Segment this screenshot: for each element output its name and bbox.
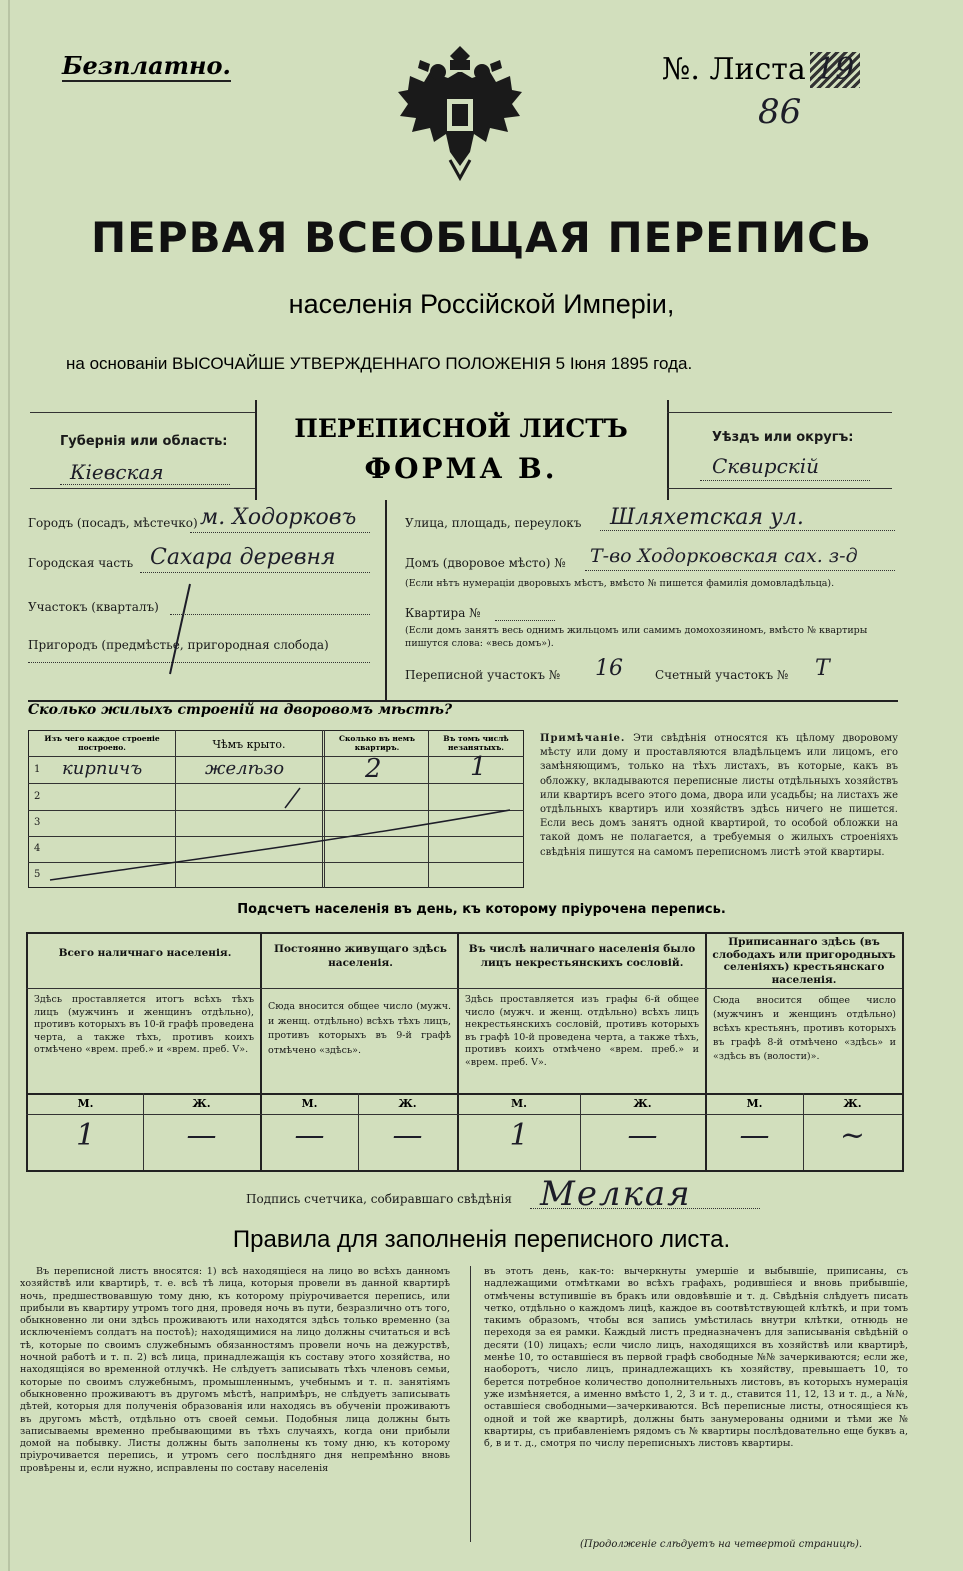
population-col4-m-value: — [739,1118,770,1153]
gubernia-value: Кіевская [70,460,164,484]
subtitle: населенія Россійской Имперіи, [288,289,675,319]
sheet-number-crossed: 19 [810,52,860,88]
pen-slash-mark [150,580,200,680]
uezd-value: Сквирскій [712,454,819,478]
population-col4-m-label: М. [746,1097,763,1110]
sheet-number-label: №. Листа [662,52,806,87]
population-col1-f-label: Ж. [192,1097,211,1110]
count-area-value: Т [815,656,830,681]
buildings-header-apartments: Сколько въ немъ квартиръ. [339,734,415,752]
signature-value: Мелкая [540,1174,692,1214]
population-col2-f-label: Ж. [398,1097,417,1110]
house-label: Домъ (дворовое мѣсто) № [405,556,566,570]
population-col2-m-value: — [294,1118,325,1153]
population-col2-title: Постоянно живущаго здѣсь населенія. [274,943,447,969]
house-value: Т-во Ходорковская сах. з-д [590,545,858,567]
note-lead: Примѣчаніе. [540,733,626,744]
buildings-header-material: Изъ чего каждое строеніе построено. [44,734,160,752]
free-label: Безплатно. [62,51,231,80]
population-col1-f-value: — [186,1118,217,1153]
signature-label: Подпись счетчика, собиравшаго свѣдѣнія [246,1192,512,1206]
basis-line: на основаніи ВЫСОЧАЙШЕ УТВЕРЖДЕННАГО ПОЛОЖЕНІЯ 5 Іюня 1895 года. [66,354,693,373]
buildings-row1-apartments: 2 [365,754,382,784]
city-part-value: Сахара деревня [150,545,336,570]
census-area-value: 16 [595,656,623,681]
population-col3-desc: Здѣсь проставляется изъ графы 6-й общее число (мужч. и женщ. отдѣльно) всѣхъ лицъ некрестьянскихъ сословій, противъ которыхъ въ графѣ 10-й проведена черта, а также тѣхъ, противъ коихъ отмѣчено «врем. преб.» и «врем. преб. V». [465,994,699,1068]
population-col3-f-label: Ж. [633,1097,652,1110]
form-title: ФОРМА В. [364,452,558,485]
buildings-row-number: 1 [34,764,41,775]
double-headed-eagle-emblem-icon [390,42,530,182]
apartment-note: (Если домъ занятъ весь однимъ жильцомъ или самимъ домохозяиномъ, вмѣсто № квартиры пишутся слова: «весь домъ»). [405,625,868,649]
population-col1-m-label: М. [77,1097,94,1110]
buildings-row1-material: кирпичъ [62,758,143,779]
buildings-row1-vacant: 1 [470,752,487,782]
population-col3-m-value: 1 [509,1118,529,1153]
population-col2-f-value: — [392,1118,423,1153]
population-col1-m-value: 1 [75,1118,96,1153]
population-col4-f-value: ~ [839,1118,866,1153]
note-body: Эти свѣдѣнія относятся къ цѣлому дворовому мѣсту или дому и проставляются владѣльцемъ или лицомъ, его замѣняющимъ, только на тѣхъ листахъ, въ которые, какъ въ обложку, вкладываются переписные листы отдѣльныхъ хозяйствъ или квартиръ всего этого дома, двора или усадьбы; на листахъ же отдѣльныхъ квартиръ или хозяйствъ здѣсь ничего не пишется. Если весь домъ занятъ одной квартирой, то особой обложки на такой домъ не полагается, а требуемыя о жилыхъ строеніяхъ свѣдѣнія пишутся на самомъ переписномъ листѣ этой квартиры. [540,733,898,858]
rules-title: Правила для заполненія переписного листа. [232,1226,731,1253]
population-col2-desc: Сюда вносится общее число (мужч. и женщ. отдѣльно) всѣхъ тѣхъ лицъ, противъ которыхъ въ 9-й графѣ отмѣчено «здѣсь». [268,1001,451,1056]
buildings-header-vacant: Въ томъ числѣ незанятыхъ. [443,734,509,752]
apartment-label: Квартира № [405,606,481,620]
sheet-number-handwritten: 86 [758,92,802,132]
rules-right-column: въ этотъ день, как-то: вычеркнуты умершіе и выбывшіе, приписаны, съ надлежащими отмѣтками во всѣхъ графахъ, родившіеся и вновь прибывшіе, отмѣчены вступившіе въ бракъ или овдовѣвшіе и т. д. Свѣдѣнія слѣдуетъ писать четко, отдѣльно о каждомъ лицѣ, каждое въ соотвѣтствующей клѣткѣ, и при томъ такимъ образомъ, чтобы вся запись умѣстилась внутри клѣтки, отнюдь не переходя за ея рамки. Каждый листъ предназначенъ для записыванія свѣдѣній о десяти (10) лицахъ; если число лицъ, находящихся въ хозяйствѣ или квартирѣ, менѣе 10, то оставшіеся въ первой графѣ свободные №№ зачеркиваются; если же, наоборотъ, число лицъ, принадлежащихъ къ хозяйству, превышаетъ 10, то берется потребное количество дополнительныхъ листовъ, въ которыхъ нумерація уже измѣняется, а именно вмѣсто 1, 2, 3 и т. д., ставится 11, 12, 13 и т. д., а №№, оставшіеся свободными—зачеркиваются. Всѣ переписные листы, относящіеся къ одной и той же квартирѣ, должны быть занумерованы одними и тѣми же № квартиры, съ прибавленіемъ рядомъ съ № квартиры послѣдовательно еще буквъ а, б, в и т. д., смотря по числу переписныхъ листовъ квартиры. [484,1266,908,1450]
house-note: (Если нѣтъ нумераціи дворовыхъ мѣстъ, вмѣсто № пишется фамилія домовладѣльца). [405,578,835,589]
strike-through-lines [40,780,520,890]
population-col2-m-label: М. [301,1097,318,1110]
population-col1-title: Всего наличнаго населенія. [58,947,232,959]
buildings-row-number: 2 [34,791,41,802]
population-col1-desc: Здѣсь проставляется итогъ всѣхъ тѣхъ лицъ (мужчинъ и женщинъ отдѣльно), противъ которыхъ въ 10-й графѣ проведена черта, а также тѣхъ, противъ коихъ отмѣчено «врем. преб.» и «врем. преб. V». [34,994,254,1055]
street-value: Шляхетская ул. [610,505,804,530]
population-col4-desc: Сюда вносится общее число (мужчинъ и женщинъ отдѣльно) всѣхъ крестьянъ, противъ которыхъ въ графѣ 8-й отмѣчено «здѣсь» и «здѣсь въ (волости)». [713,995,896,1062]
buildings-row1-roof: желѣзо [205,758,285,779]
rules-continued-note: (Продолженіе слѣдуетъ на четвертой страницѣ). [580,1539,863,1550]
note-text [540,732,898,860]
uezd-label: Уѣздъ или округъ: [712,430,854,445]
district-label: Участокъ (кварталъ) [28,600,159,614]
count-area-label: Счетный участокъ № [655,668,789,682]
city-part-label: Городская часть [28,556,134,570]
population-col4-f-label: Ж. [843,1097,862,1110]
street-label: Улица, площадь, переулокъ [405,516,582,530]
population-col3-f-value: — [627,1118,658,1153]
population-col3-m-label: М. [510,1097,527,1110]
population-col3-title: Въ числѣ наличнаго населенія было лицъ некрестьянскихъ сословій. [468,943,696,969]
main-title: ПЕРВАЯ ВСЕОБЩАЯ ПЕРЕПИСЬ [91,213,872,262]
gubernia-label: Губернія или область: [60,434,228,449]
buildings-row-number: 4 [34,843,41,854]
city-value: м. Ходорковъ [200,505,357,530]
buildings-question: Сколько жилыхъ строеній на дворовомъ мѣстѣ? [28,702,453,718]
suburb-label: Пригородъ (предмѣстье, пригородная слобода) [28,638,329,652]
city-label: Городъ (посадъ, мѣстечко) [28,516,198,530]
rules-left-column: Въ переписной листъ вносятся: 1) всѣ находящіеся на лицо во всѣхъ данномъ хозяйствѣ или квартирѣ, т. е. всѣ тѣ лица, которыя провели въ данной квартирѣ ночь, предшествовавшую тому дню, къ которому пріурочивается перепись, или прибыли въ квартиру утромъ того дня, проведя ночь въ пути, безразлично отъ того, обыкновенно ли они здѣсь проживаютъ или находятся здѣсь только временно (за исключеніемъ солдатъ на постоѣ); находящимися на лицо должны считаться и всѣ тѣ, которые по своимъ служебнымъ обязанностямъ провели ночь на дежурствѣ, ночной работѣ и т. п. 2) всѣ лица, принадлежащія къ составу этого хозяйства, но находящіяся во временной отлучкѣ. Не слѣдуетъ записывать тѣхъ членовъ семьи, которые по своимъ служебнымъ, промышленнымъ, учебнымъ и т. п. занятіямъ обыкновенно проживаютъ въ другомъ мѣстѣ, напримѣръ, не слѣдуетъ записывать дѣтей, которыя для полученія образованія или находясь въ обученіи проживаютъ въ другомъ мѣстѣ, отдѣльно отъ своей семьи. Подобныя лица должны быть записываемы временно пребывающими въ тѣхъ случаяхъ, когда они прибыли домой на побывку. Листы должны быть заполнены къ тому дню, къ которому пріурочивается перепись, и утромъ сего послѣдняго дня непремѣнно вновь провѣрены и, если нужно, исправлены по составу населенія [20,1266,450,1474]
sheet-title: ПЕРЕПИСНОЙ ЛИСТЪ [294,414,628,443]
buildings-header-roof: Чѣмъ крыто. [212,738,286,751]
buildings-row-number: 3 [34,817,41,828]
census-area-label: Переписной участокъ № [405,668,561,682]
population-caption: Подсчетъ населенія въ день, къ которому пріурочена перепись. [237,902,726,917]
buildings-row-number: 5 [34,869,41,880]
population-col4-title: Приписаннаго здѣсь (въ слободахъ или пригородныхъ селеніяхъ) крестьянскаго населенія. [712,936,896,986]
